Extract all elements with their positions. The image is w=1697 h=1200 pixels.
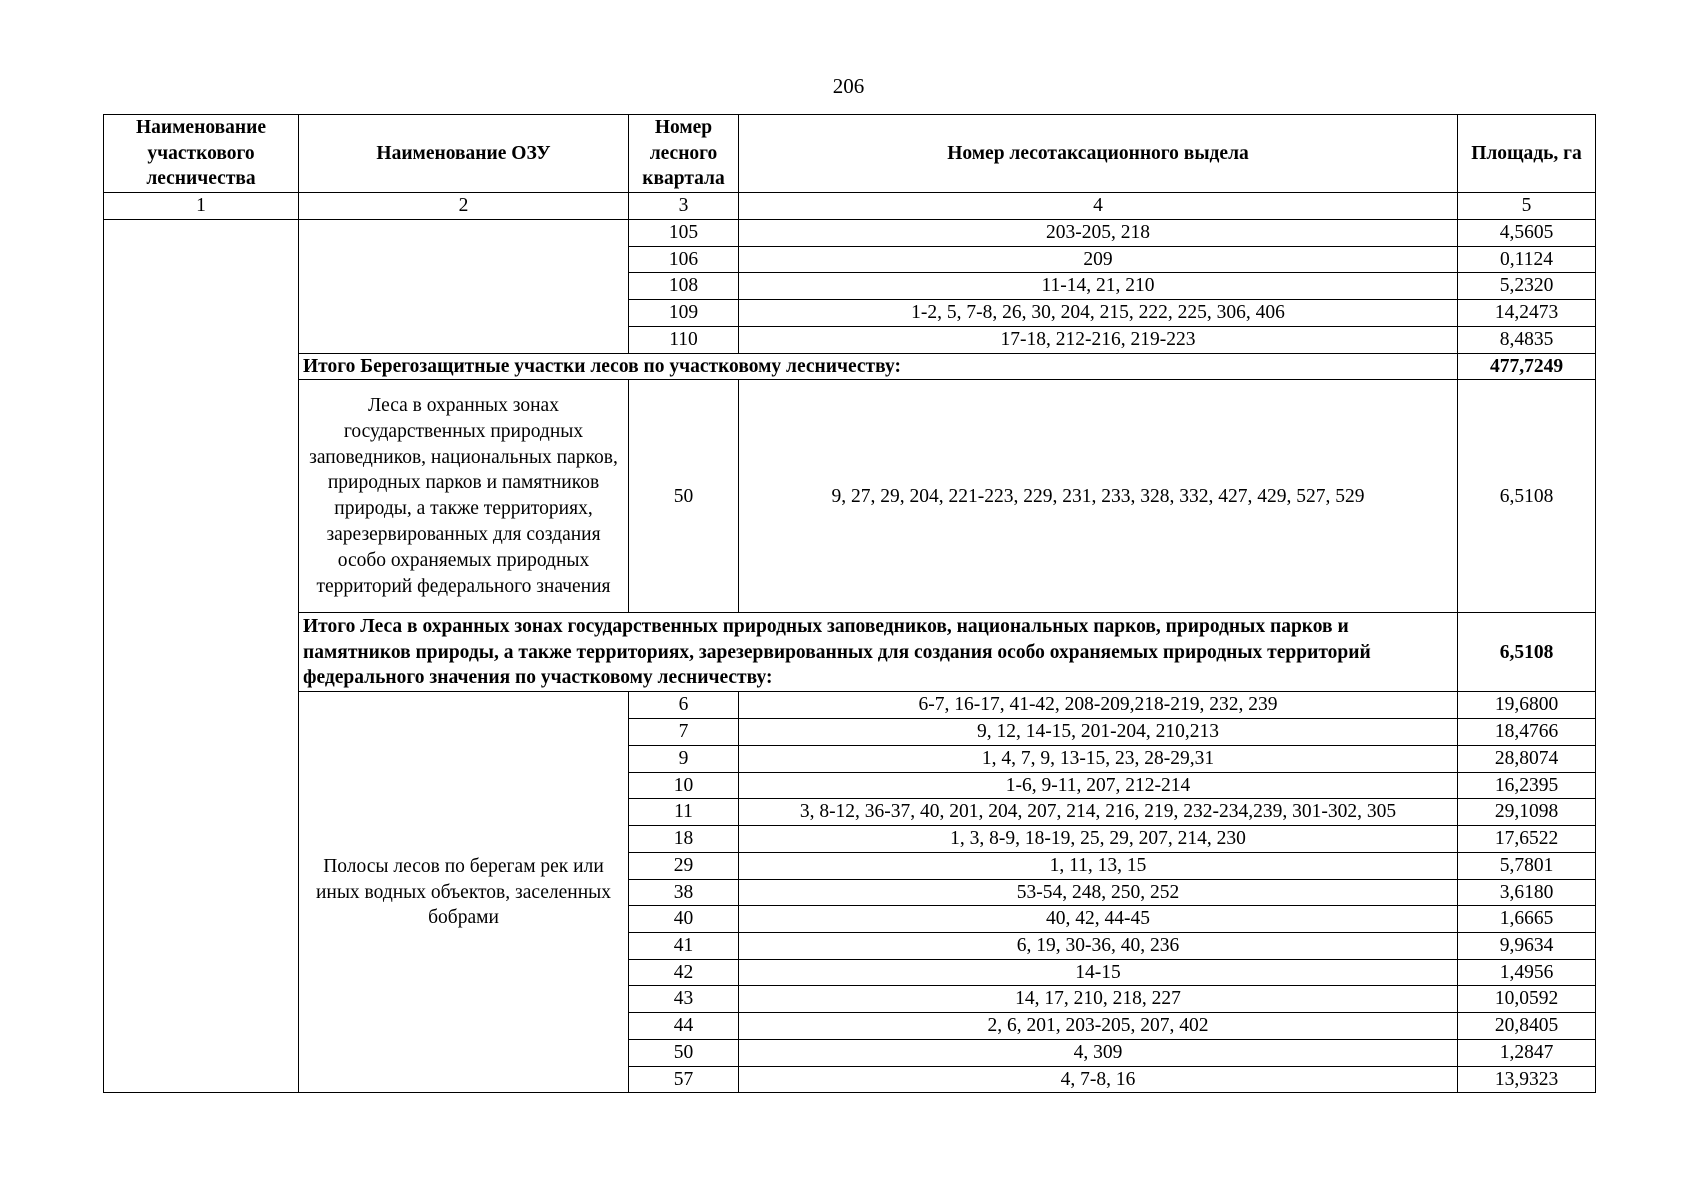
area-cell: 6,5108 — [1458, 380, 1596, 613]
vydel-cell: 6, 19, 30-36, 40, 236 — [739, 933, 1458, 960]
column-number: 3 — [629, 193, 739, 220]
kvartal-cell: 10 — [629, 772, 739, 799]
area-cell: 4,5605 — [1458, 220, 1596, 247]
ozu-name: Леса в охранных зонах государственных природных заповедников, национальных парков, природных парков и памятников природы, а также территориях, зарезервированных для создания особо охраняемых природных территорий федерального значения — [299, 380, 629, 613]
vydel-cell: 53-54, 248, 250, 252 — [739, 879, 1458, 906]
vydel-cell: 9, 12, 14-15, 201-204, 210,213 — [739, 719, 1458, 746]
column-number-row — [104, 193, 1596, 220]
area-cell: 1,2847 — [1458, 1039, 1596, 1066]
area-cell: 3,6180 — [1458, 879, 1596, 906]
vydel-cell: 6-7, 16-17, 41-42, 208-209,218-219, 232, 239 — [739, 692, 1458, 719]
vydel-cell: 1, 4, 7, 9, 13-15, 23, 28-29,31 — [739, 745, 1458, 772]
vydel-cell: 1, 3, 8-9, 18-19, 25, 29, 207, 214, 230 — [739, 826, 1458, 853]
kvartal-cell: 7 — [629, 719, 739, 746]
ozu-name: Полосы лесов по берегам рек или иных водных объектов, заселенных бобрами — [299, 692, 629, 1093]
forest-table — [103, 114, 1596, 1093]
kvartal-cell: 38 — [629, 879, 739, 906]
page-number: 206 — [832, 74, 865, 98]
area-cell: 13,9323 — [1458, 1066, 1596, 1093]
vydel-cell: 9, 27, 29, 204, 221-223, 229, 231, 233, 328, 332, 427, 429, 527, 529 — [739, 380, 1458, 613]
vydel-cell: 209 — [739, 246, 1458, 273]
area-cell: 9,9634 — [1458, 933, 1596, 960]
kvartal-cell: 40 — [629, 906, 739, 933]
column-number: 5 — [1458, 193, 1596, 220]
vydel-cell: 1, 11, 13, 15 — [739, 852, 1458, 879]
column-number: 1 — [104, 193, 299, 220]
kvartal-cell: 42 — [629, 959, 739, 986]
vydel-cell: 2, 6, 201, 203-205, 207, 402 — [739, 1013, 1458, 1040]
table-row — [104, 220, 1596, 247]
kvartal-cell: 57 — [629, 1066, 739, 1093]
area-cell: 16,2395 — [1458, 772, 1596, 799]
total-row — [104, 353, 1596, 380]
vydel-cell: 17-18, 212-216, 219-223 — [739, 326, 1458, 353]
vydel-cell: 203-205, 218 — [739, 220, 1458, 247]
vydel-cell: 11-14, 21, 210 — [739, 273, 1458, 300]
area-cell: 5,2320 — [1458, 273, 1596, 300]
kvartal-cell: 29 — [629, 852, 739, 879]
vydel-cell: 3, 8-12, 36-37, 40, 201, 204, 207, 214, 216, 219, 232-234,239, 301-302, 305 — [739, 799, 1458, 826]
kvartal-cell: 50 — [629, 380, 739, 613]
area-cell: 18,4766 — [1458, 719, 1596, 746]
kvartal-cell: 9 — [629, 745, 739, 772]
area-cell: 20,8405 — [1458, 1013, 1596, 1040]
header-area: Площадь, га — [1458, 115, 1596, 193]
vydel-cell: 4, 7-8, 16 — [739, 1066, 1458, 1093]
area-cell: 14,2473 — [1458, 300, 1596, 327]
column-number: 2 — [299, 193, 629, 220]
area-cell: 29,1098 — [1458, 799, 1596, 826]
area-cell: 5,7801 — [1458, 852, 1596, 879]
kvartal-cell: 106 — [629, 246, 739, 273]
kvartal-cell: 110 — [629, 326, 739, 353]
kvartal-cell: 109 — [629, 300, 739, 327]
header-row — [104, 115, 1596, 193]
total-label: Итого Леса в охранных зонах государственных природных заповедников, национальных парков, природных парков и памятников природы, а также территориях, зарезервированных для создания особо охраняемых природных территорий федерального значения по участковому лесничеству: — [299, 613, 1458, 692]
vydel-cell: 14-15 — [739, 959, 1458, 986]
header-kvartal: Номер лесного квартала — [629, 115, 739, 193]
ozu-cell — [299, 220, 629, 354]
kvartal-cell: 44 — [629, 1013, 739, 1040]
area-cell: 17,6522 — [1458, 826, 1596, 853]
table-row — [104, 692, 1596, 719]
forestry-cell — [104, 220, 299, 1093]
vydel-cell: 4, 309 — [739, 1039, 1458, 1066]
kvartal-cell: 50 — [629, 1039, 739, 1066]
kvartal-cell: 41 — [629, 933, 739, 960]
area-cell: 10,0592 — [1458, 986, 1596, 1013]
area-cell: 1,6665 — [1458, 906, 1596, 933]
area-cell: 0,1124 — [1458, 246, 1596, 273]
kvartal-cell: 105 — [629, 220, 739, 247]
area-cell: 19,6800 — [1458, 692, 1596, 719]
column-number: 4 — [739, 193, 1458, 220]
header-ozu: Наименование ОЗУ — [299, 115, 629, 193]
kvartal-cell: 6 — [629, 692, 739, 719]
area-cell: 1,4956 — [1458, 959, 1596, 986]
vydel-cell: 14, 17, 210, 218, 227 — [739, 986, 1458, 1013]
vydel-cell: 1-6, 9-11, 207, 212-214 — [739, 772, 1458, 799]
total-value: 6,5108 — [1458, 613, 1596, 692]
total-row — [104, 613, 1596, 692]
kvartal-cell: 11 — [629, 799, 739, 826]
header-forestry: Наименование участкового лесничества — [104, 115, 299, 193]
total-value: 477,7249 — [1458, 353, 1596, 380]
area-cell: 28,8074 — [1458, 745, 1596, 772]
kvartal-cell: 43 — [629, 986, 739, 1013]
area-cell: 8,4835 — [1458, 326, 1596, 353]
vydel-cell: 1-2, 5, 7-8, 26, 30, 204, 215, 222, 225, 306, 406 — [739, 300, 1458, 327]
kvartal-cell: 108 — [629, 273, 739, 300]
kvartal-cell: 18 — [629, 826, 739, 853]
vydel-cell: 40, 42, 44-45 — [739, 906, 1458, 933]
table-row — [104, 380, 1596, 613]
header-vydel: Номер лесотаксационного выдела — [739, 115, 1458, 193]
total-label: Итого Берегозащитные участки лесов по участковому лесничеству: — [299, 353, 1458, 380]
